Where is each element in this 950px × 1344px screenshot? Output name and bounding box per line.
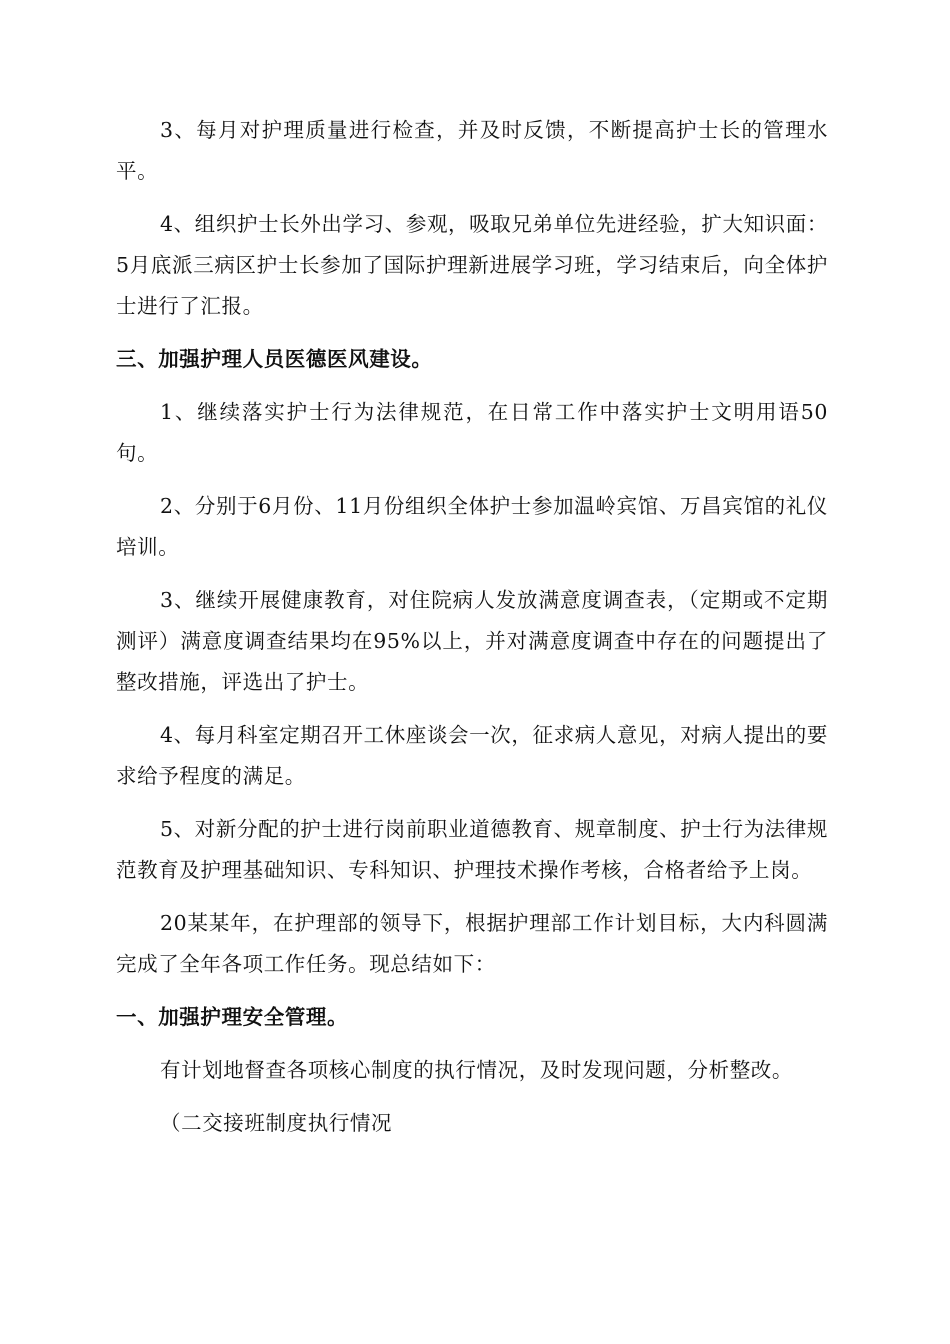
paragraph-handover-subheading: （二交接班制度执行情况: [160, 1111, 393, 1135]
paragraph-item-4-study-visit: 4、组织护士长外出学习、参观，吸取兄弟单位先进经验，扩大知识面：5月底派三病区护士长参加了国际护理新进展学习班，学习结束后，向全体护士进行了汇报。: [116, 212, 828, 318]
paragraph-item-5-new-nurse-training: 5、对新分配的护士进行岗前职业道德教育、规章制度、护士行为法律规范教育及护理基础知识、专科知识、护理技术操作考核，合格者给予上岗。: [116, 817, 828, 882]
section-heading-safety: 一、加强护理安全管理。: [116, 1005, 349, 1029]
paragraph-item-4-patient-forum: 4、每月科室定期召开工休座谈会一次，征求病人意见，对病人提出的要求给予程度的满足。: [116, 723, 828, 788]
document-body: [116, 110, 828, 1156]
paragraph-item-2-etiquette-training: 2、分别于6月份、11月份组织全体护士参加温岭宾馆、万昌宾馆的礼仪培训。: [116, 494, 828, 559]
paragraph-item-3-quality-check: 3、每月对护理质量进行检查，并及时反馈，不断提高护士长的管理水平。: [116, 118, 828, 183]
section-heading-ethics: 三、加强护理人员医德医风建设。: [116, 347, 433, 371]
paragraph-item-3-health-education: 3、继续开展健康教育，对住院病人发放满意度调查表，（定期或不定期测评）满意度调查结果均在95%以上，并对满意度调查中存在的问题提出了整改措施，评选出了护士。: [116, 588, 828, 694]
paragraph-core-system-check: 有计划地督查各项核心制度的执行情况，及时发现问题，分析整改。: [160, 1058, 793, 1082]
paragraph-item-1-civil-language: 1、继续落实护士行为法律规范，在日常工作中落实护士文明用语50句。: [116, 400, 828, 465]
paragraph-annual-summary-intro: 20某某年，在护理部的领导下，根据护理部工作计划目标，大内科圆满完成了全年各项工作任务。现总结如下：: [116, 911, 828, 976]
